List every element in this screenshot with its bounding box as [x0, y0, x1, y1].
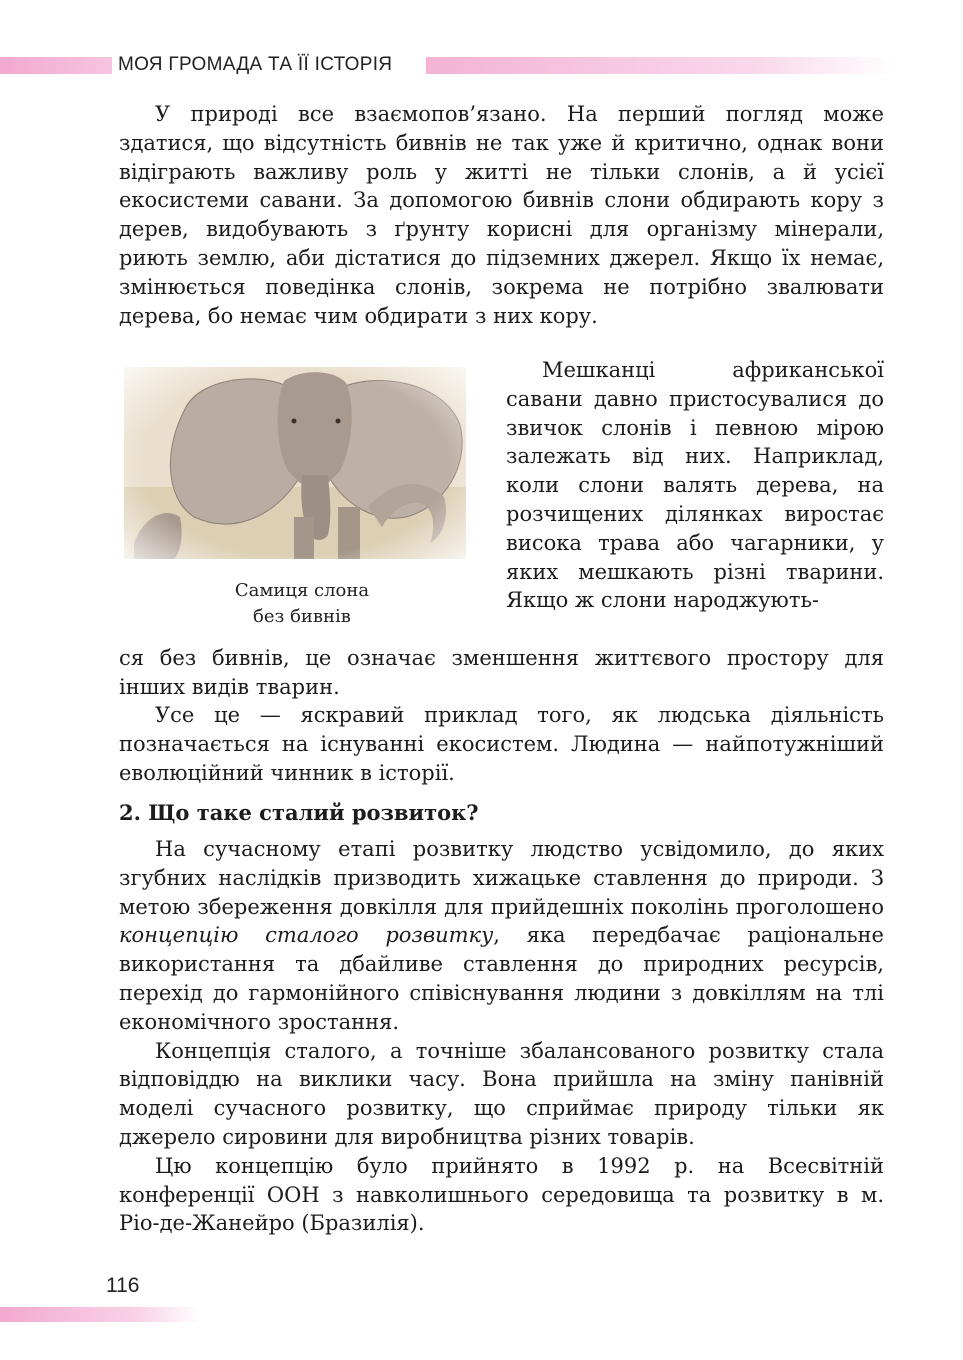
- paragraph-text: , яка передбачає раціональне використання та дбайливе ставлення до природних ресурсів, перехід до гармонійного співіснування людини з довкіллям на тлі економічного зростання.: [119, 923, 884, 1034]
- section-heading: 2. Що таке сталий розвиток?: [119, 800, 479, 825]
- paragraph-human-impact: [119, 701, 884, 787]
- header-accent-bar-left: [0, 57, 112, 74]
- caption-line: без бивнів: [253, 606, 351, 627]
- header-accent-bar-right: [426, 57, 896, 74]
- paragraph-text: Цю концепцію було прийнято в 1992 р. на Всесвітній конференції ООН з навколишнього середовища та розвитку в м. Ріо-де-Жанейро (Бразилія).: [119, 1153, 884, 1236]
- paragraph-text: Концепція сталого, а точніше збалансованого розвитку стала відповіддю на виклики часу. Вона прийшла на зміну панівній моделі сучасного розвитку, що сприймає природу тільки як джерело сировини для виробництва різних товарів.: [119, 1038, 884, 1149]
- footer-accent-bar: [0, 1307, 200, 1322]
- caption-line: Самиця слона: [234, 580, 370, 601]
- paragraph-sustainable-concept: [119, 835, 884, 1037]
- paragraph-text: ся без бивнів, це означає зменшення життєвого простору для інших видів тварин.: [119, 646, 884, 699]
- paragraph-interconnection: [119, 100, 884, 330]
- paragraph-savanna-residents: [506, 356, 884, 615]
- elephant-photo: [124, 367, 466, 559]
- paragraph-savanna-continuation: [119, 644, 884, 702]
- elephant-illustration: [124, 367, 466, 559]
- page-number: 116: [106, 1274, 140, 1297]
- paragraph-text: Мешканці африканської савани давно пристосувалися до звичок слонів і певною мірою залежать від них. Наприклад, коли слони валять дерева, на розчищених ділянках виростає висока трава або чагарники, у яких мешкають різні тварини. Якщо ж слони народжують-: [506, 358, 884, 613]
- paragraph-text: На сучасному етапі розвитку людство усвідомило, до яких згубних наслідків призводить хижацьке ставлення до природи. З метою збереження довкілля для прийдешніх поколінь проголошено: [119, 837, 884, 919]
- running-header-title: МОЯ ГРОМАДА ТА ЇЇ ІСТОРІЯ: [118, 54, 393, 75]
- section-body: [119, 835, 884, 1238]
- paragraph-text: Усе це — яскравий приклад того, як людська діяльність позначається на існуванні екосистем. Людина — найпотужніший еволюційний чинник в історії.: [119, 703, 884, 785]
- figure-caption: [124, 578, 480, 630]
- paragraph-text: У природі все взаємопов’язано. На перший погляд може здатися, що відсутність бивнів не так уже й критично, однак вони відіграють важливу роль у житті не тільки слонів, а й усієї екосистеми савани. За допомогою бивнів слони обдирають кору з дерев, видобувають з ґрунту корисні для організму мінерали, риють землю, аби дістатися до підземних джерел. Якщо їх немає, змінюється поведінка слонів, зокрема не потрібно звалювати дерева, бо немає чим обдирати з них кору.: [119, 102, 884, 328]
- italic-term: концепцію сталого розвитку: [119, 923, 494, 948]
